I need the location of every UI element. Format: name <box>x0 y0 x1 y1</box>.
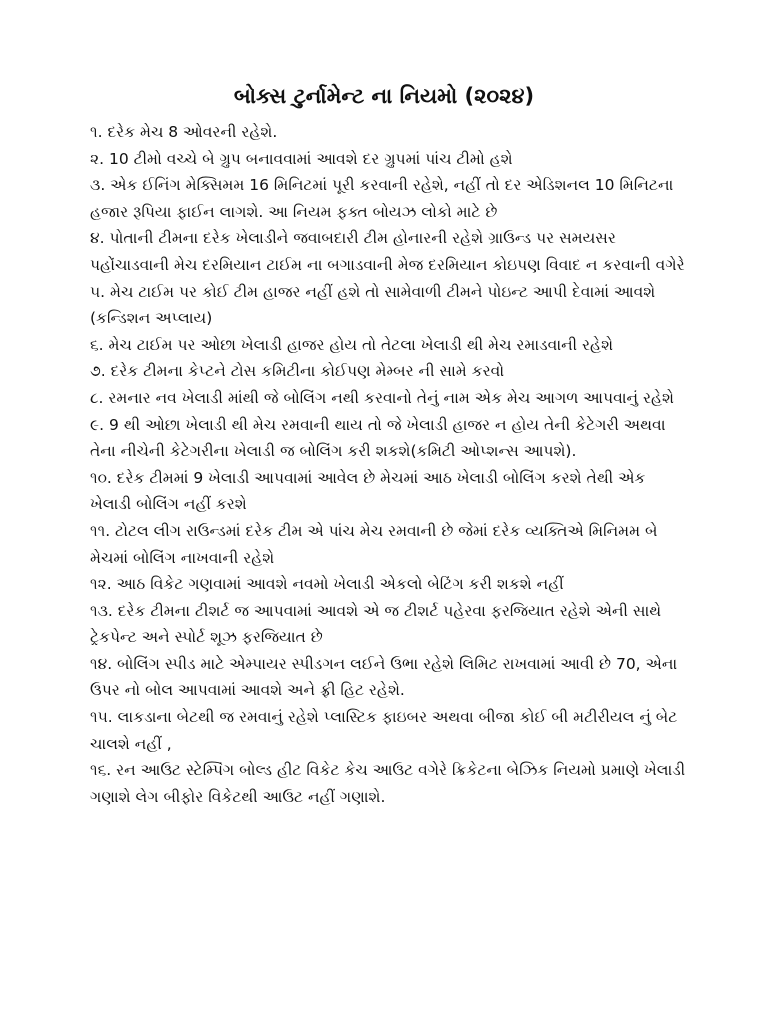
rules-list <box>90 119 690 810</box>
rule-item: ૮. રમનાર નવ ખેલાડી માંથી જે બોલિંગ નથી કરવાનો તેનું નામ એક મેચ આગળ આપવાનું રહેશે <box>90 388 674 407</box>
rule-item: ૬. મેચ ટાઈમ પર ઓછા ખેલાડી હાજર હોય તો તેટલા ખેલાડી થી મેચ રમાડવાની રહેશે <box>90 335 614 354</box>
rule-item: ૫. મેચ ટાઈમ પર કોઈ ટીમ હાજર નહીં હશે તો સામેવાળી ટીમને પોઇન્ટ આપી દેવામાં આવશે (કન્ડિશન અપ્લાય) <box>90 282 656 328</box>
rule-item: ૧૩. દરેક ટીમના ટીશર્ટ જ આપવામાં આવશે એ જ ટીશર્ટ પહેરવા ફરજિયાત રહેશે એની સાથે ટ્રેકપેન્ટ અને સ્પોર્ટ શૂઝ ફરજિયાત છે <box>90 601 662 647</box>
rule-item: ૪. પોતાની ટીમના દરેક ખેલાડીને જવાબદારી ટીમ હોનારની રહેશે ગ્રાઉન્ડ પર સમયસર પહોંચાડવાની મેચ દરમિયાન ટાઈમ ના બગાડવાની મેજ દરમિયાન કોઇપણ વિવાદ ન કરવાની વગેરે <box>90 229 685 274</box>
rule-item: ૧૬. રન આઉટ સ્ટેમ્પિંગ બોલ્ડ હીટ વિકેટ કેચ આઉટ વગેરે ક્રિકેટના બેઝિક નિયમો પ્રમાણે ખેલાડી ગણાશે લેગ બીફોર વિકેટથી આઉટ નહીં ગણાશે. <box>90 761 686 806</box>
rule-item: ૧૧. ટોટલ લીગ રાઉન્ડમાં દરેક ટીમ એ પાંચ મેચ રમવાની છે જેમાં દરેક વ્યક્તિએ મિનિમમ બે મેચમાં બોલિંગ નાખવાની રહેશે <box>90 521 658 567</box>
rule-item: ૯. 9 થી ઓછા ખેલાડી થી મેચ રમવાની થાય તો જે ખેલાડી હાજર ન હોય તેની કેટેગરી અથવા તેના નીચેની કેટેગરીના ખેલાડી જ બોલિંગ કરી શકશે(કમિટી ઓપ્શન્સ આપશે). <box>90 415 666 461</box>
rule-item: ૩. એક ઈનિંગ મેક્સિમમ 16 મિનિટમાં પૂરી કરવાની રહેશે, નહીં તો દર એડિશનલ 10 મિનિટના હજાર રૂપિયા ફાઈન લાગશે. આ નિયમ ફક્ત બોયઝ લોકો માટે છે <box>90 176 674 221</box>
rule-item: ૧૨. આઠ વિકેટ ગણવામાં આવશે નવમો ખેલાડી એકલો બેટિંગ કરી શકશે નહીં <box>90 575 564 594</box>
rule-item: ૧૫. લાકડાના બેટથી જ રમવાનું રહેશે પ્લાસ્ટિક ફાઇબર અથવા બીજા કોઈ બી મટીરીયલ નું બેટ ચાલશે નહીં , <box>90 708 678 753</box>
rule-item: ૧૪. બોલિંગ સ્પીડ માટે એમ્પાયર સ્પીડગન લઈને ઉભા રહેશે લિમિટ રાખવામાં આવી છે 70, એના ઉપર નો બોલ આપવામાં આવશે અને ફ્રી હિટ રહેશે. <box>90 654 678 700</box>
rule-item: ૧૦. દરેક ટીમમાં 9 ખેલાડી આપવામાં આવેલ છે મેચમાં આઠ ખેલાડી બોલિંગ કરશે તેથી એક ખેલાડી બોલિંગ નહીં કરશે <box>90 468 646 514</box>
rule-item: ૧. દરેક મેચ 8 ઓવરની રહેશે. <box>90 123 278 141</box>
rule-item: ૨. 10 ટીમો વચ્ચે બે ગ્રુપ બનાવવામાં આવશે દર ગ્રુપમાં પાંચ ટીમો હશે <box>90 149 513 168</box>
rule-item: ૭. દરેક ટીમના કેપ્ટને ટોસ કમિટીના કોઈપણ મેમ્બર ની સામે કરવો <box>90 362 505 381</box>
document-title: બોક્સ ટુર્નામેન્ટ ના નિયમો (૨૦૨૪) <box>233 84 535 108</box>
